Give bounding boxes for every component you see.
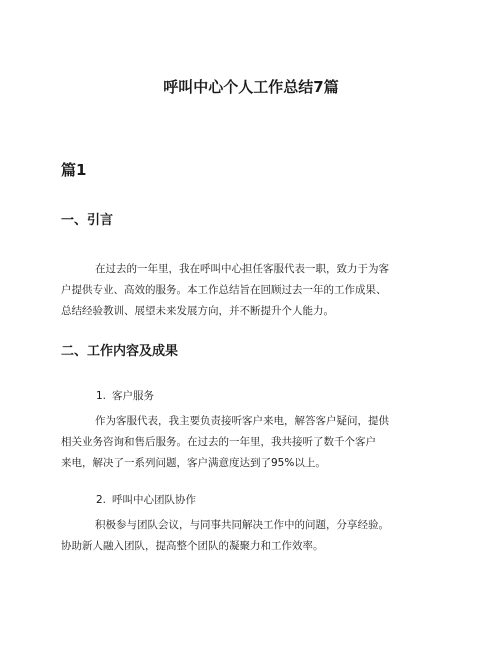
paragraph-line: 积极参与团队会议，与同事共同解决工作中的问题，分享经验。 <box>95 519 389 531</box>
list-item-number: 2. <box>96 494 107 506</box>
list-item-label: 客户服务 <box>112 390 155 402</box>
list-item-customer-service <box>96 389 154 404</box>
introduction-paragraph <box>61 259 389 322</box>
paragraph-line: 作为客服代表，我主要负责接听客户来电，解答客户疑问，提供 <box>95 415 389 427</box>
list-item-team-collaboration <box>96 493 196 508</box>
customer-service-paragraph <box>61 411 389 474</box>
list-item-number: 1. <box>96 390 107 402</box>
list-item-label: 呼叫中心团队协作 <box>112 494 197 506</box>
part-heading: 篇1 <box>61 161 87 179</box>
section-heading-introduction: 一、引言 <box>61 213 114 228</box>
paragraph-line: 相关业务咨询和售后服务。在过去的一年里，我共接听了数千个客户 <box>61 436 376 448</box>
paragraph-line: 协助新人融入团队，提高整个团队的凝聚力和工作效率。 <box>61 540 324 552</box>
paragraph-line: 在过去的一年里，我在呼叫中心担任客服代表一职，致力于为客 <box>95 263 389 275</box>
section-heading-work-content: 二、工作内容及成果 <box>61 344 179 359</box>
paragraph-line: 户提供专业、高效的服务。本工作总结旨在回顾过去一年的工作成果、 <box>61 284 387 296</box>
paragraph-line: 来电，解决了一系列问题，客户满意度达到了95%以上。 <box>61 457 326 469</box>
team-collaboration-paragraph <box>61 515 389 557</box>
document-title: 呼叫中心个人工作总结7篇 <box>163 78 339 96</box>
paragraph-line: 总结经验教训、展望未来发展方向，并不断提升个人能力。 <box>61 305 334 317</box>
